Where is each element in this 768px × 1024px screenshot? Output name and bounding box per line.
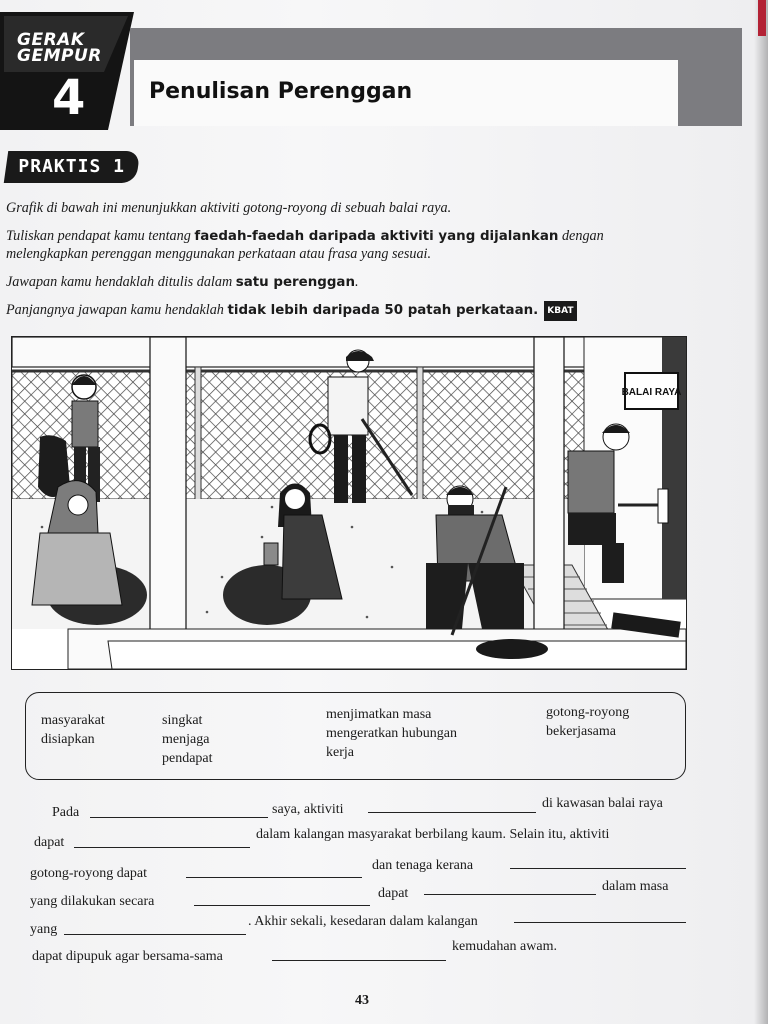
- answer-blank-2[interactable]: [368, 812, 536, 813]
- instruction-2: [6, 227, 604, 246]
- instruction-3: melengkapkan perenggan menggunakan perkataan atau frasa yang sesuai.: [6, 246, 432, 262]
- answer-blank-4[interactable]: [186, 877, 362, 878]
- word-pendapat: pendapat: [162, 751, 213, 766]
- badge-label-2: GEMPUR: [17, 46, 102, 66]
- instruction-2-post: dengan: [558, 228, 604, 244]
- sign-text: BALAI RAYA: [621, 387, 682, 398]
- page-edge-shadow: [754, 0, 768, 1024]
- answer-blank-9[interactable]: [514, 922, 686, 923]
- page-number: 43: [355, 993, 369, 1008]
- illustration-scene: [12, 337, 686, 669]
- para-text: kemudahan awam.: [452, 939, 557, 954]
- chapter-number: 4: [52, 70, 86, 126]
- word-mengeratkan-hubungan: mengeratkan hubungan: [326, 726, 458, 741]
- word-bekerjasama: bekerjasama: [546, 724, 616, 739]
- answer-blank-8[interactable]: [64, 934, 246, 935]
- para-text: dalam masa: [602, 879, 669, 894]
- page-title: Penulisan Perenggan: [149, 79, 413, 104]
- para-text: dapat: [34, 835, 65, 850]
- pillar-left: [150, 337, 186, 655]
- badge-label-1: GERAK: [17, 30, 85, 50]
- instruction-4-pre: Jawapan kamu hendaklah ditulis dalam: [6, 274, 236, 290]
- para-text: yang: [30, 922, 58, 937]
- answer-blank-1[interactable]: [90, 817, 268, 818]
- instruction-5-bold: tidak lebih daripada 50 patah perkataan.: [227, 303, 539, 318]
- para-text: yang dilakukan secara: [30, 894, 155, 909]
- instruction-4: [6, 273, 359, 292]
- para-text: di kawasan balai raya: [542, 796, 663, 811]
- word-singkat: singkat: [162, 713, 203, 728]
- para-text: saya, aktiviti: [272, 802, 344, 817]
- word-gotong-royong: gotong-royong: [546, 705, 630, 720]
- answer-blank-6[interactable]: [194, 905, 370, 906]
- instruction-2-bold: faedah-faedah daripada aktiviti yang dijalankan: [194, 229, 559, 244]
- instruction-5: [6, 301, 577, 321]
- para-text: Pada: [52, 805, 80, 820]
- para-text: gotong-royong dapat: [30, 866, 148, 881]
- bookmark-tab: [758, 0, 766, 36]
- instruction-1: Grafik di bawah ini menunjukkan aktiviti gotong-royong di sebuah balai raya.: [6, 200, 452, 216]
- para-text: dan tenaga kerana: [372, 858, 474, 873]
- instruction-4-bold: satu perenggan: [235, 275, 355, 290]
- kbat-badge: KBAT: [544, 301, 576, 321]
- pillar-right: [534, 337, 564, 655]
- para-text: dalam kalangan masyarakat berbilang kaum. Selain itu, aktiviti: [256, 827, 610, 842]
- word-disiapkan: disiapkan: [41, 732, 95, 747]
- para-text: dapat dipupuk agar bersama-sama: [32, 949, 223, 964]
- para-text: . Akhir sekali, kesedaran dalam kalangan: [248, 914, 478, 929]
- gotong-royong-illustration: [11, 336, 687, 670]
- chapter-badge: [0, 12, 134, 130]
- para-text: dapat: [378, 886, 409, 901]
- instruction-2-pre: Tuliskan pendapat kamu tentang: [6, 228, 195, 244]
- answer-blank-10[interactable]: [272, 960, 446, 961]
- instruction-4-post: .: [354, 274, 359, 290]
- section-label-text: PRAKTIS 1: [18, 156, 125, 177]
- answer-blank-5[interactable]: [510, 868, 686, 869]
- instruction-5-pre: Panjangnya jawapan kamu hendaklah: [6, 302, 228, 318]
- word-menjaga: menjaga: [162, 732, 210, 747]
- word-kerja: kerja: [326, 745, 354, 760]
- answer-blank-7[interactable]: [424, 894, 596, 895]
- word-masyarakat: masyarakat: [41, 713, 105, 728]
- answer-blank-3[interactable]: [74, 847, 250, 848]
- section-label: [4, 151, 140, 183]
- word-menjimatkan-masa: menjimatkan masa: [326, 707, 432, 722]
